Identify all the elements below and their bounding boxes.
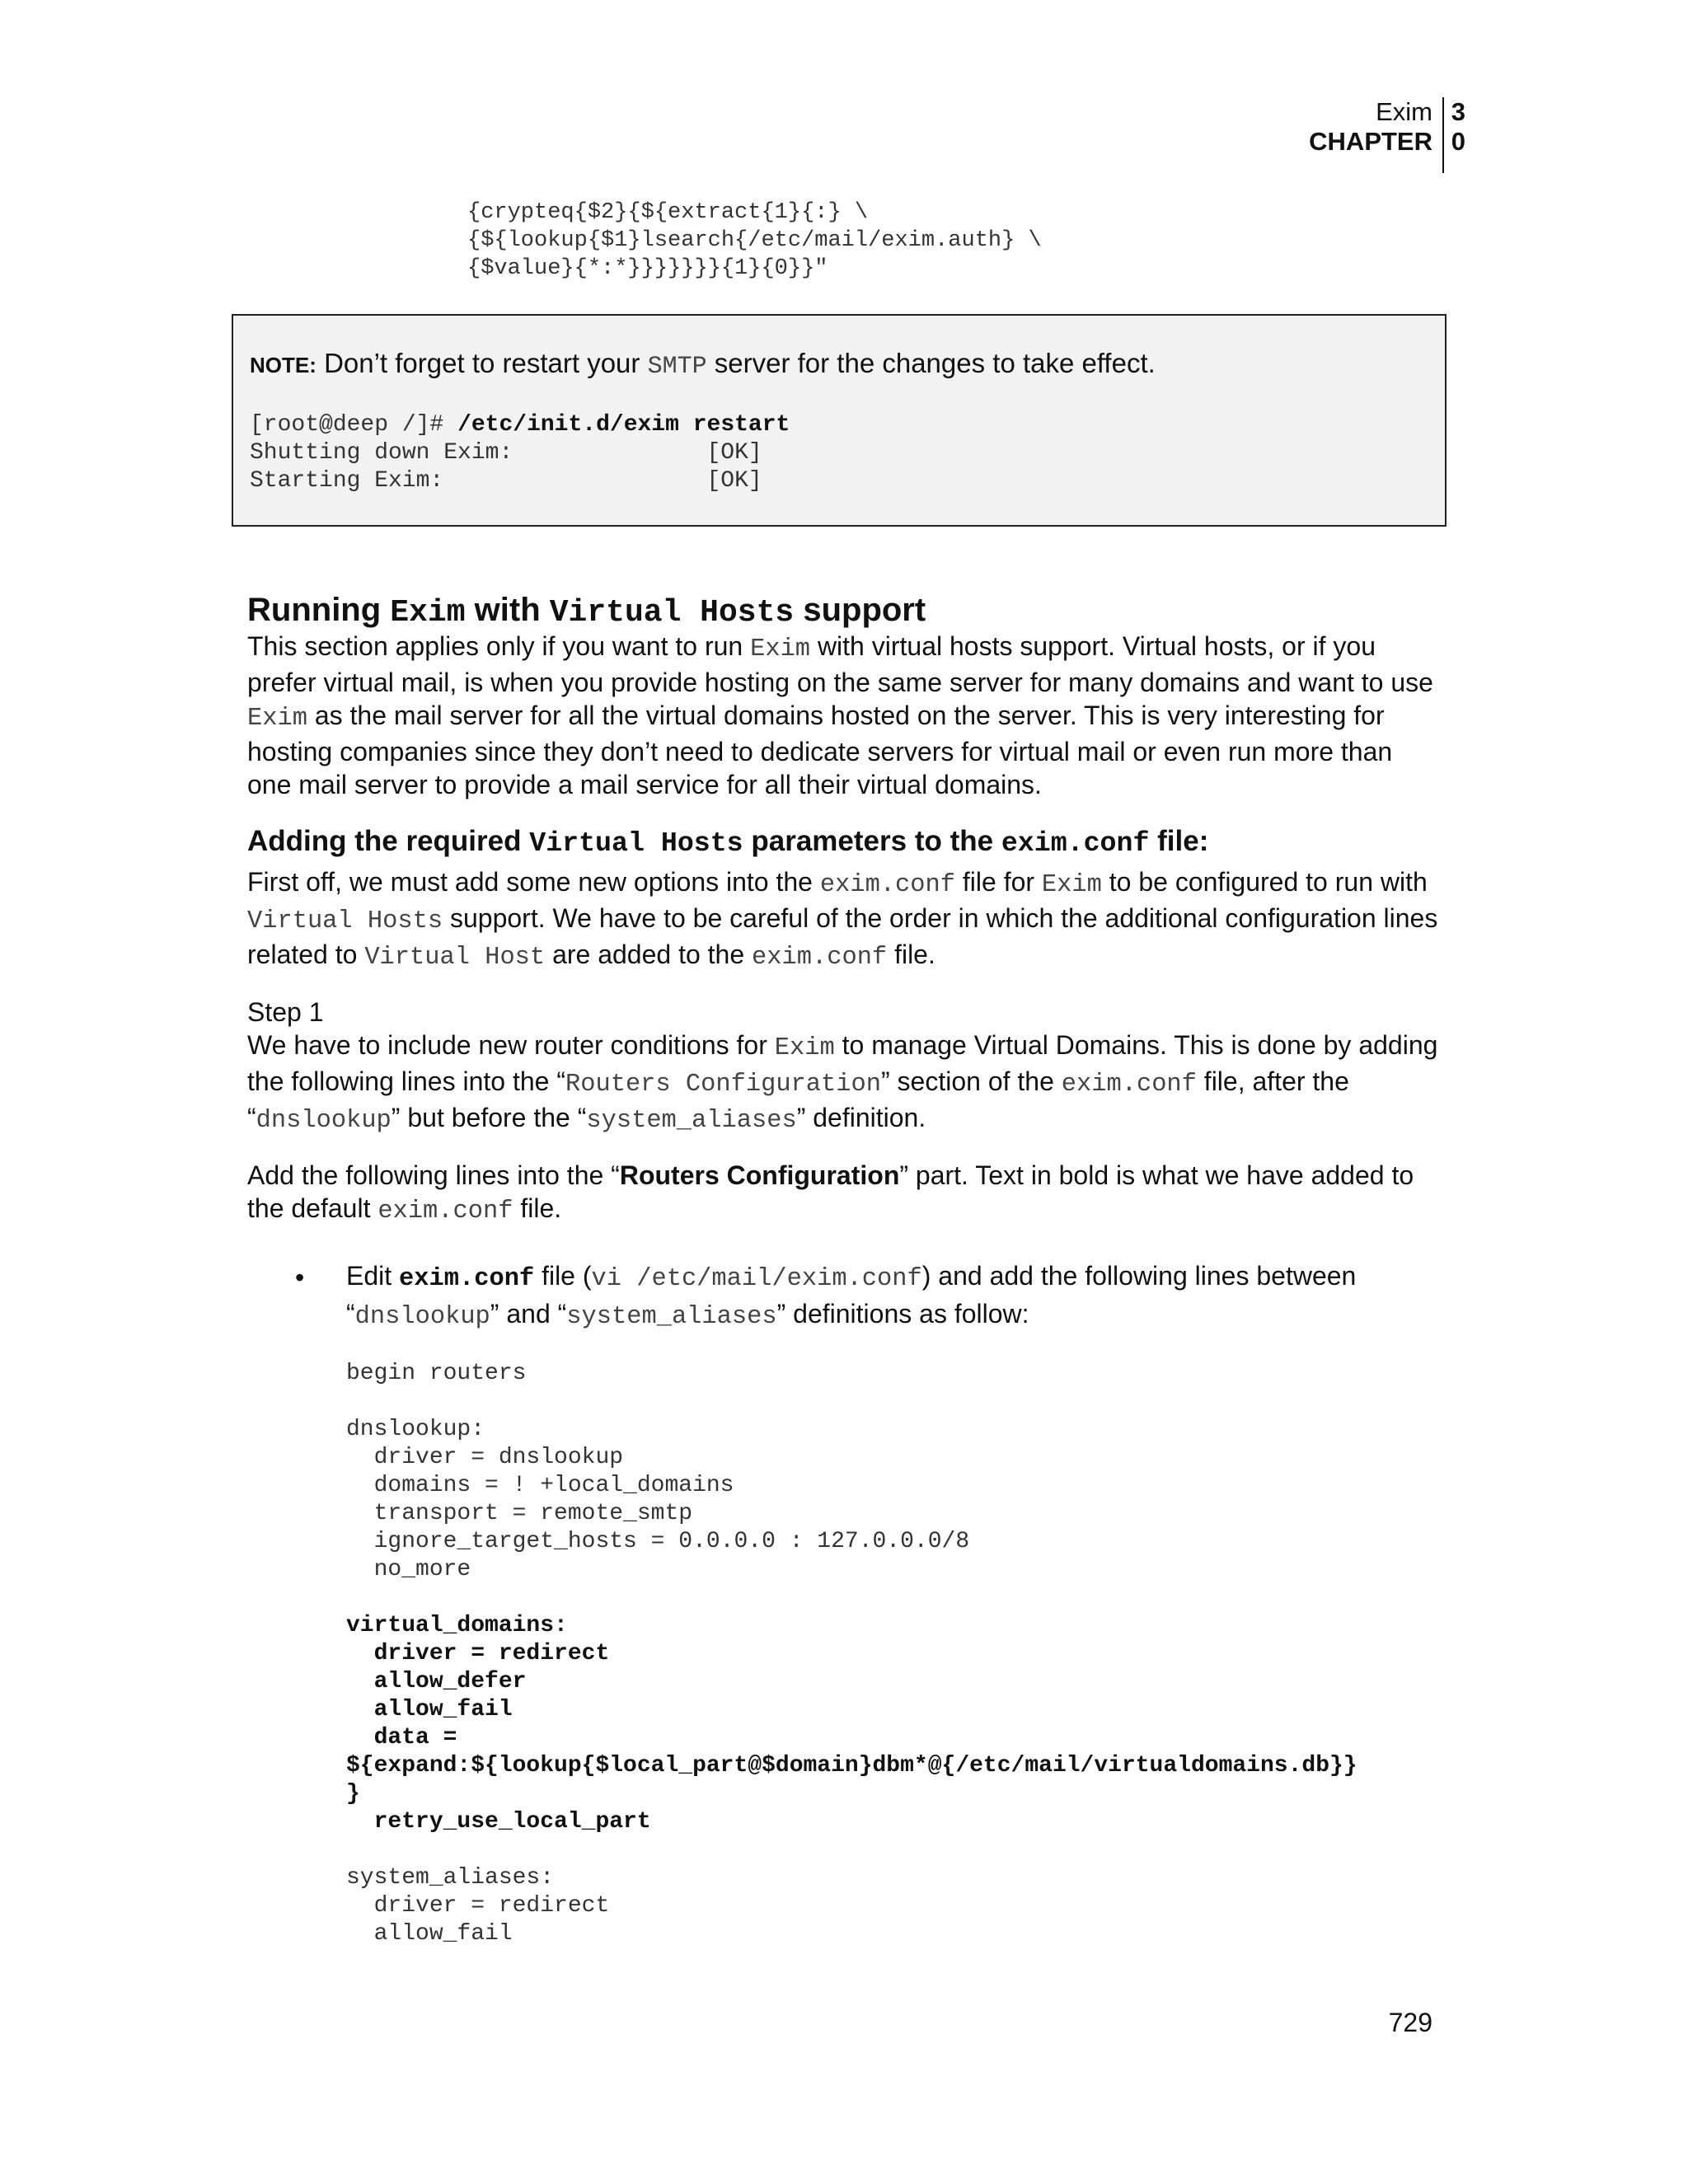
- note-code-word: SMTP: [647, 353, 707, 381]
- bold-text: Routers Configuration: [619, 1160, 900, 1190]
- text: ” section of the: [880, 1066, 1054, 1096]
- text: file.: [894, 940, 935, 969]
- terminal-prompt: [root@deep /]#: [250, 412, 444, 438]
- heading-text: Running: [247, 592, 382, 628]
- terminal-output-1: Shutting down Exim: [OK]: [250, 440, 762, 466]
- text: Edit: [346, 1261, 392, 1291]
- inline-code: vi /etc/mail/exim.conf: [591, 1265, 922, 1293]
- config-code-block: [346, 1360, 1357, 1948]
- running-header: [1309, 97, 1465, 157]
- inline-code: Virtual Hosts: [247, 907, 443, 935]
- heading-text: parameters to the: [751, 825, 994, 857]
- inline-code: Exim: [1041, 871, 1102, 899]
- config-system-aliases: system_aliases: driver = redirect allow_fail: [346, 1865, 610, 1947]
- note-box: [232, 314, 1447, 527]
- page-number: 729: [1388, 2008, 1432, 2037]
- chapter-digit-1: 3: [1451, 97, 1465, 126]
- text: to manage Virtual Domains. This is done by adding the following lines into the “: [247, 1030, 1438, 1096]
- inline-code: dnslookup: [256, 1107, 392, 1135]
- note-terminal: [250, 411, 790, 495]
- inline-code: system_aliases: [586, 1107, 797, 1135]
- header-chapter-label: CHAPTER: [1309, 127, 1432, 156]
- text: file, after the “: [247, 1066, 1349, 1132]
- text: file (: [542, 1261, 592, 1291]
- inline-code: Exim: [750, 635, 811, 663]
- text: ) and add the following lines between “: [346, 1261, 1357, 1329]
- text: ” definition.: [796, 1103, 926, 1132]
- text: This section applies only if you want to run: [247, 631, 743, 661]
- inline-code: exim.conf: [377, 1197, 513, 1226]
- heading-code: exim.conf: [1001, 827, 1150, 859]
- bullet-marker: •: [295, 1263, 305, 1292]
- section2-paragraph: [247, 865, 1442, 974]
- text: ” but before the “: [391, 1103, 587, 1132]
- terminal-command: /etc/init.d/exim restart: [457, 412, 790, 438]
- text: file.: [520, 1193, 562, 1223]
- text: Add the following lines into the “: [247, 1160, 620, 1190]
- inline-code: exim.conf: [819, 871, 955, 899]
- note-text: [250, 347, 1156, 383]
- text: file for: [962, 867, 1035, 897]
- add-lines-paragraph: [247, 1159, 1442, 1228]
- inline-code: system_aliases: [566, 1303, 777, 1331]
- code-top: {crypteq{$2}{${extract{1}{:} \ {${lookup{$1}lsearch{/etc/mail/exim.auth} \ {$value}{*:*}}}}}}}{1}{0}}": [467, 200, 1042, 281]
- text: We have to include new router conditions for: [247, 1030, 767, 1060]
- text: ” definitions as follow:: [776, 1299, 1029, 1329]
- inline-code: Exim: [774, 1034, 835, 1062]
- text: to be configured to run with: [1109, 867, 1428, 897]
- terminal-output-2: Starting Exim: [OK]: [250, 468, 762, 494]
- text: with virtual hosts support. Virtual hosts, or if you prefer virtual mail, is when you provide hosting on the same server for many domains and want to use: [247, 631, 1433, 697]
- heading-text: support: [803, 592, 926, 628]
- inline-code: Virtual Host: [364, 944, 546, 972]
- config-default-lines: begin routers dnslookup: driver = dnslookup domains = ! +local_domains transport = remote_smtp ignore_target_hosts = 0.0.0.0 : 127.0.0.0/8 no_more: [346, 1361, 970, 1582]
- inline-code: exim.conf: [1061, 1071, 1197, 1099]
- section-heading-virtual-hosts: [247, 590, 926, 633]
- note-text-before: Don’t forget to restart your: [324, 348, 640, 378]
- inline-code: exim.conf: [752, 944, 888, 972]
- heading-text: with: [474, 592, 541, 628]
- config-added-lines: virtual_domains: driver = redirect allow_defer allow_fail data = ${expand:${lookup{$local_part@$domain}dbm*@{/etc/mail/virtualdomains.db}} } retry_use_local_part: [346, 1613, 1357, 1835]
- header-divider: [1442, 97, 1444, 173]
- header-chapter-number: [1451, 97, 1465, 157]
- heading-code: Virtual Hosts: [549, 595, 795, 630]
- text: support. We have to be careful of the order in which the additional configuration lines related to: [247, 903, 1438, 969]
- inline-code: Routers Configuration: [565, 1071, 881, 1099]
- header-title: Exim: [1376, 97, 1432, 126]
- text: are added to the: [552, 940, 745, 969]
- text: ” part. Text in bold is what we have added to the default: [247, 1160, 1414, 1223]
- text: ” and “: [490, 1299, 567, 1329]
- section1-paragraph: [247, 630, 1442, 801]
- section-heading-adding-parameters: [247, 824, 1208, 860]
- heading-code: Virtual Hosts: [529, 827, 743, 859]
- inline-code: exim.conf: [399, 1265, 535, 1293]
- inline-code: Exim: [247, 705, 307, 733]
- text: as the mail server for all the virtual domains hosted on the server. This is very interesting for hosting companies since they don’t need to dedicate servers for virtual mail or even run more than one mail server to provide a mail service for all their virtual domains.: [247, 701, 1393, 799]
- chapter-digit-2: 0: [1451, 127, 1465, 156]
- bullet-text: [346, 1258, 1451, 1334]
- heading-text: file:: [1157, 825, 1209, 857]
- inline-code: dnslookup: [354, 1303, 490, 1331]
- heading-text: Adding the required: [247, 825, 522, 857]
- text: First off, we must add some new options into the: [247, 867, 813, 897]
- heading-code: Exim: [390, 595, 466, 630]
- step-label: Step 1: [247, 997, 324, 1027]
- note-label: NOTE:: [250, 353, 316, 377]
- note-text-after: server for the changes to take effect.: [714, 348, 1156, 378]
- step1-paragraph: [247, 996, 1442, 1137]
